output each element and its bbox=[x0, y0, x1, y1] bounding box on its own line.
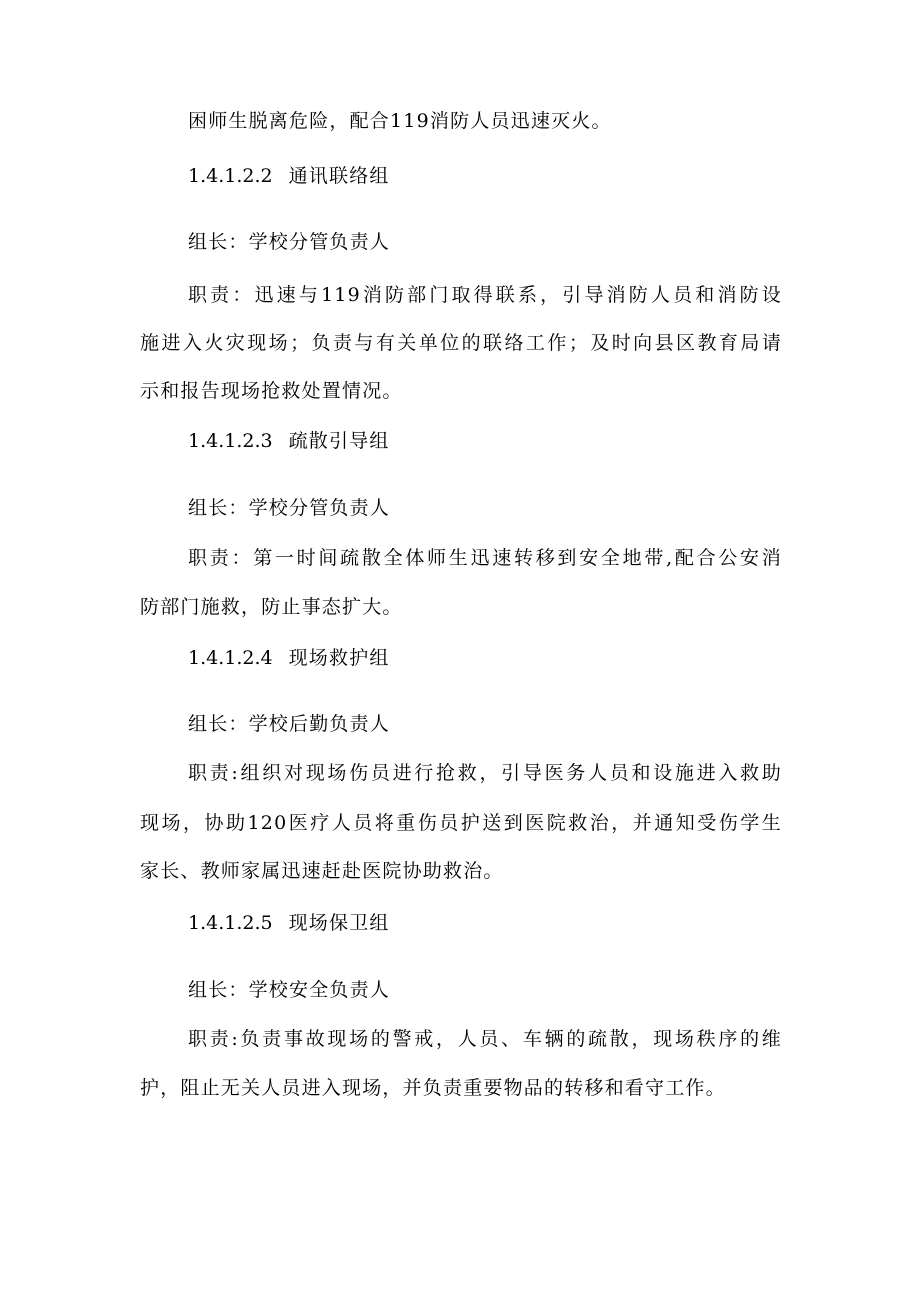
section-heading bbox=[188, 163, 782, 189]
section-heading bbox=[188, 910, 782, 936]
group-leader-line: 组长：学校分管负责人 bbox=[188, 231, 391, 253]
group-leader-line: 组长：学校后勤负责人 bbox=[188, 713, 391, 735]
section-title: 现场救护组 bbox=[288, 647, 390, 669]
duty-line: 现场，协助120医疗人员将重伤员护送到医院救治，并通知受伤学生 bbox=[140, 812, 782, 834]
duty-line: 家长、教师家属迅速赶赴医院协助救治。 bbox=[140, 860, 504, 882]
duty-line: 职责：迅速与119消防部门取得联系，引导消防人员和消防设 bbox=[188, 284, 782, 306]
duty-line: 职责:组织对现场伤员进行抢救，引导医务人员和设施进入救助 bbox=[188, 762, 782, 784]
section-title: 通讯联络组 bbox=[288, 165, 390, 187]
section-title: 现场保卫组 bbox=[288, 912, 390, 934]
duty-line: 示和报告现场抢救处置情况。 bbox=[140, 380, 403, 402]
group-leader-line: 组长：学校分管负责人 bbox=[188, 497, 391, 519]
section-number: 1.4.1.2.4 bbox=[188, 647, 273, 669]
section-number: 1.4.1.2.2 bbox=[188, 165, 273, 187]
group-leader-line: 组长：学校安全负责人 bbox=[188, 979, 391, 1001]
paragraph-line: 困师生脱离危险，配合119消防人员迅速灭火。 bbox=[188, 110, 612, 132]
duty-line: 防部门施救，防止事态扩大。 bbox=[140, 596, 403, 618]
section-title: 疏散引导组 bbox=[288, 430, 390, 452]
section-heading bbox=[188, 645, 782, 671]
duty-line: 施进入火灾现场；负责与有关单位的联络工作；及时向县区教育局请 bbox=[140, 332, 782, 354]
duty-line: 职责:负责事故现场的警戒，人员、车辆的疏散，现场秩序的维 bbox=[188, 1028, 782, 1050]
duty-line: 职责：第一时间疏散全体师生迅速转移到安全地带,配合公安消 bbox=[188, 547, 782, 569]
duty-line: 护，阻止无关人员进入现场，并负责重要物品的转移和看守工作。 bbox=[140, 1077, 726, 1099]
section-number: 1.4.1.2.5 bbox=[188, 912, 273, 934]
section-heading bbox=[188, 428, 782, 454]
section-number: 1.4.1.2.3 bbox=[188, 430, 273, 452]
